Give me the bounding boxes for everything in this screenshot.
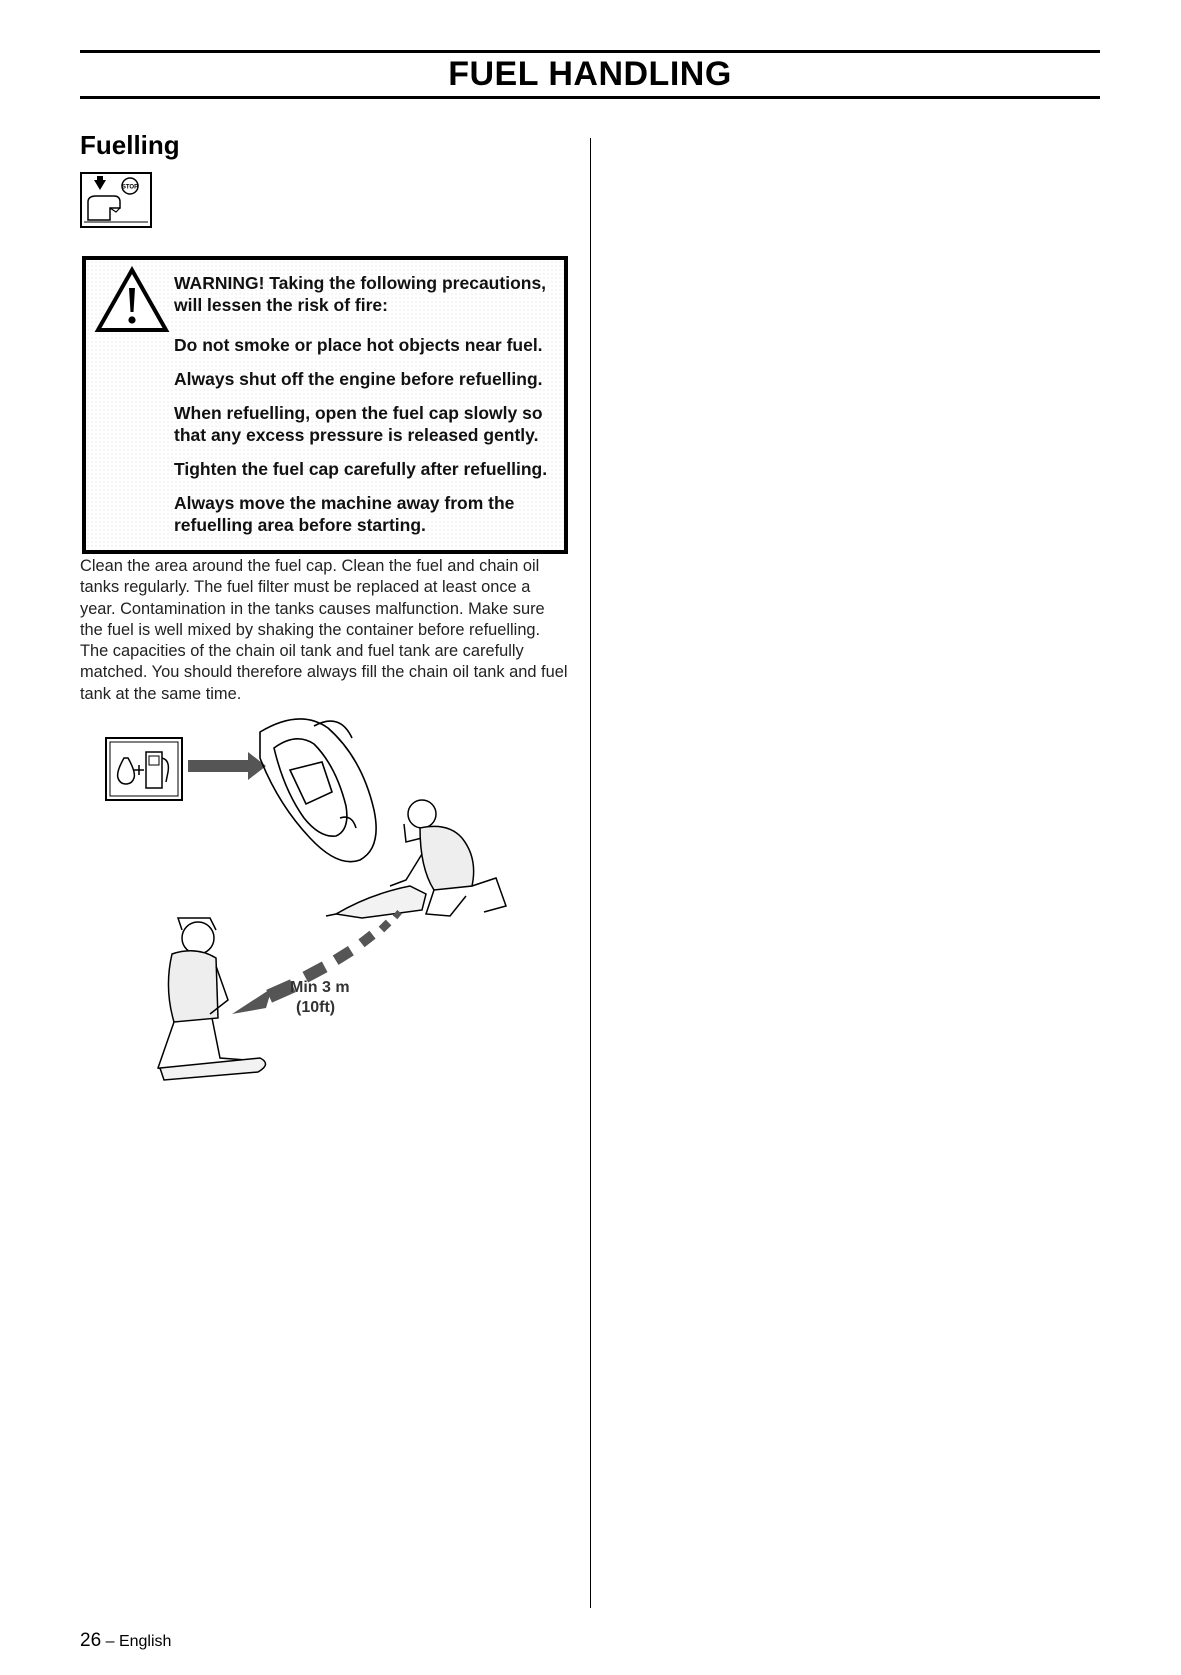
warning-box: [82, 256, 568, 554]
page-number: 26: [80, 1630, 102, 1651]
warning-item-3: When refuelling, open the fuel cap slowly so that any excess pressure is released gently.: [174, 403, 543, 445]
oil-fuel-pump-icon: [106, 738, 182, 800]
person-refuelling-drawing: [326, 800, 506, 918]
warning-lead: WARNING! Taking the following precautions, will lessen the risk of fire:: [174, 273, 547, 315]
refuelling-illustration: [100, 718, 560, 1118]
stop-icon-label: STOP: [121, 184, 139, 191]
distance-label-imperial: (10ft): [296, 999, 336, 1016]
chainsaw-drawing: [260, 719, 376, 862]
footer-language: English: [118, 1633, 172, 1650]
warning-item-2: Always shut off the engine before refuelling.: [174, 369, 543, 389]
body-paragraph: Clean the area around the fuel cap. Clean the fuel and chain oil tanks regularly. The fuel filter must be replaced at least once a year. Contamination in the tanks causes malfunction. Make sure the fuel is well mixed by shaking the container before refuelling. The capacities of the chain oil tank and fuel tank are carefully matched. You should therefore always fill the chain oil tank and fuel tank at the same time.: [80, 557, 568, 703]
column-divider: [590, 138, 591, 1608]
warning-item-5: Always move the machine away from the refuelling area before starting.: [174, 493, 515, 535]
section-heading: Fuelling: [80, 130, 180, 160]
warning-item-4: Tighten the fuel cap carefully after refuelling.: [174, 459, 548, 479]
header-rule-bottom: [80, 96, 1100, 99]
person-starting-drawing: [158, 918, 266, 1080]
stop-engine-fuel-icon: [80, 172, 152, 228]
footer-separator: –: [105, 1633, 115, 1650]
warning-triangle-icon: [94, 266, 170, 336]
warning-item-1: Do not smoke or place hot objects near fuel.: [174, 335, 543, 355]
page-title: FUEL HANDLING: [448, 55, 732, 93]
page-footer: [80, 1630, 171, 1652]
warning-text: [174, 272, 556, 548]
distance-label-metric: Min 3 m: [290, 979, 350, 996]
